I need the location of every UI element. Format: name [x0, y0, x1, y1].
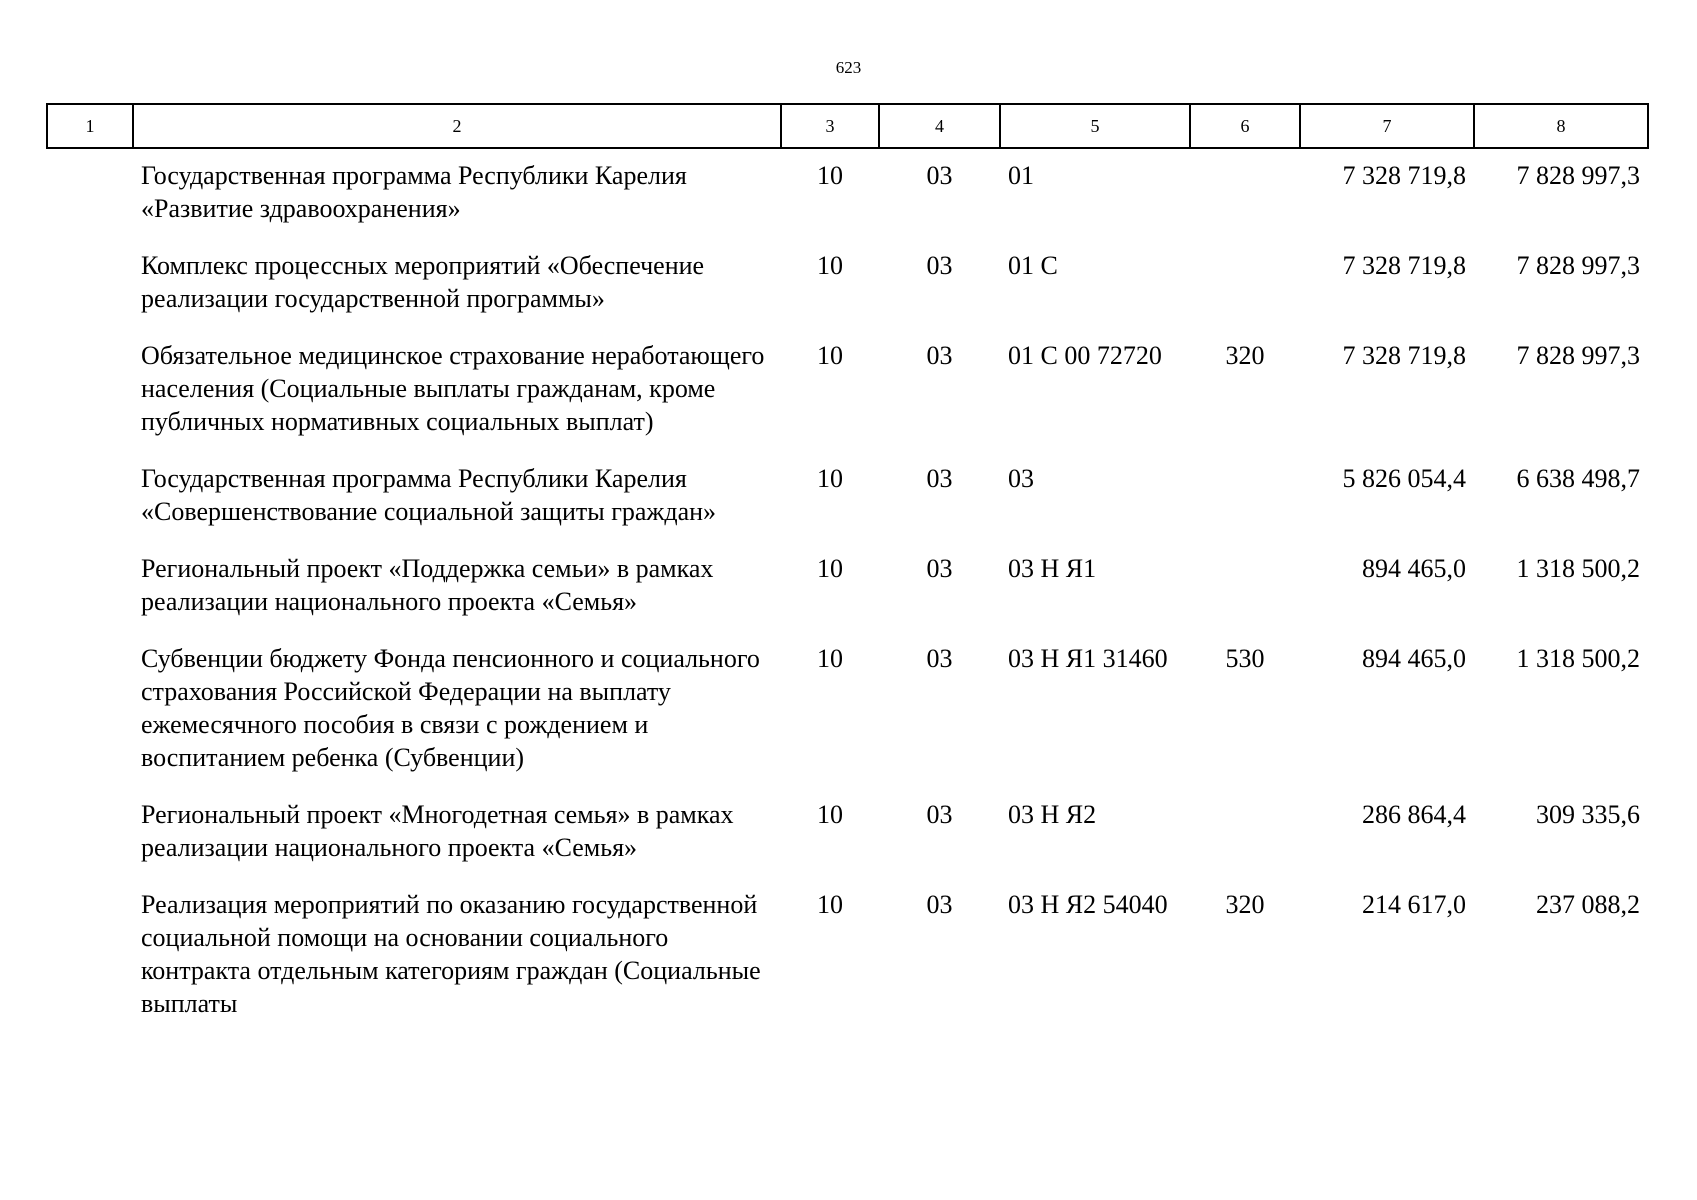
target-article-code: 01 С [1008, 251, 1058, 280]
target-article-code: 03 [1008, 464, 1034, 493]
expense-type-code [1190, 239, 1300, 329]
section-code: 10 [817, 161, 843, 190]
table-row [47, 542, 1648, 632]
amount-year-1: 7 328 719,8 [1342, 251, 1466, 280]
amount-year-1: 7 328 719,8 [1342, 341, 1466, 370]
row-number-cell [47, 542, 133, 632]
column-header-5: 5 [1000, 104, 1190, 148]
expense-type-code [1190, 148, 1300, 239]
expense-type-code [1190, 542, 1300, 632]
row-name: Региональный проект «Поддержка семьи» в рамках реализации национального проекта «Семья» [141, 554, 714, 616]
amount-year-1: 894 465,0 [1362, 554, 1466, 583]
row-name: Субвенции бюджету Фонда пенсионного и социального страхования Российской Федерации на выплату ежемесячного пособия в связи с рождением и воспитанием ребенка (Субвенции) [141, 644, 760, 772]
table-row [47, 632, 1648, 788]
budget-table [46, 103, 1649, 1034]
row-name: Региональный проект «Многодетная семья» в рамках реализации национального проекта «Семья» [141, 800, 734, 862]
table-row [47, 878, 1648, 1034]
table-row [47, 452, 1648, 542]
expense-type-code [1190, 788, 1300, 878]
target-article-code: 03 Н Я2 54040 [1008, 890, 1168, 919]
subsection-code: 03 [926, 644, 953, 673]
page-number: 623 [835, 58, 862, 77]
subsection-code: 03 [926, 890, 953, 919]
amount-year-1: 7 328 719,8 [1342, 161, 1466, 190]
row-number-cell [47, 632, 133, 788]
row-number-cell [47, 148, 133, 239]
section-code: 10 [817, 890, 843, 919]
row-name: Государственная программа Республики Карелия «Развитие здравоохранения» [141, 161, 687, 223]
row-name: Государственная программа Республики Карелия «Совершенствование социальной защиты граждан» [141, 464, 717, 526]
amount-year-1: 894 465,0 [1362, 644, 1466, 673]
row-name: Реализация мероприятий по оказанию государственной социальной помощи на основании социального контракта отдельным категориям граждан (Социальные выплаты [141, 890, 761, 1018]
column-header-4: 4 [879, 104, 1000, 148]
expense-type-code [1190, 452, 1300, 542]
row-number-cell [47, 878, 133, 1034]
row-name: Комплекс процессных мероприятий «Обеспечение реализации государственной программы» [141, 251, 705, 313]
expense-type-code: 530 [1225, 644, 1265, 673]
column-header-8: 8 [1474, 104, 1648, 148]
section-code: 10 [817, 251, 843, 280]
amount-year-1: 286 864,4 [1362, 800, 1466, 829]
amount-year-1: 214 617,0 [1362, 890, 1466, 919]
section-code: 10 [817, 341, 843, 370]
header-row [47, 104, 1648, 148]
section-code: 10 [817, 800, 843, 829]
subsection-code: 03 [926, 554, 953, 583]
amount-year-1: 5 826 054,4 [1342, 464, 1466, 493]
subsection-code: 03 [926, 251, 953, 280]
row-number-cell [47, 452, 133, 542]
target-article-code: 03 Н Я2 [1008, 800, 1097, 829]
amount-year-2: 7 828 997,3 [1516, 341, 1640, 370]
section-code: 10 [817, 644, 843, 673]
amount-year-2: 1 318 500,2 [1516, 644, 1640, 673]
target-article-code: 03 Н Я1 [1008, 554, 1097, 583]
table-row [47, 329, 1648, 452]
target-article-code: 01 С 00 72720 [1008, 341, 1162, 370]
section-code: 10 [817, 554, 843, 583]
amount-year-2: 309 335,6 [1536, 800, 1640, 829]
row-number-cell [47, 788, 133, 878]
target-article-code: 03 Н Я1 31460 [1008, 644, 1168, 673]
subsection-code: 03 [926, 341, 953, 370]
row-number-cell [47, 239, 133, 329]
row-number-cell [47, 329, 133, 452]
table-row [47, 148, 1648, 239]
column-header-7: 7 [1300, 104, 1474, 148]
expense-type-code: 320 [1225, 341, 1265, 370]
column-header-3: 3 [781, 104, 879, 148]
subsection-code: 03 [926, 464, 953, 493]
column-header-2: 2 [133, 104, 781, 148]
expense-type-code: 320 [1225, 890, 1265, 919]
section-code: 10 [817, 464, 843, 493]
table-row [47, 239, 1648, 329]
amount-year-2: 7 828 997,3 [1516, 251, 1640, 280]
column-header-1: 1 [47, 104, 133, 148]
column-header-6: 6 [1190, 104, 1300, 148]
table-row [47, 788, 1648, 878]
amount-year-2: 7 828 997,3 [1516, 161, 1640, 190]
subsection-code: 03 [926, 800, 953, 829]
row-name: Обязательное медицинское страхование неработающего населения (Социальные выплаты гражданам, кроме публичных нормативных социальных выплат) [141, 341, 765, 436]
target-article-code: 01 [1008, 161, 1034, 190]
amount-year-2: 6 638 498,7 [1516, 464, 1640, 493]
amount-year-2: 237 088,2 [1536, 890, 1640, 919]
amount-year-2: 1 318 500,2 [1516, 554, 1640, 583]
subsection-code: 03 [926, 161, 953, 190]
